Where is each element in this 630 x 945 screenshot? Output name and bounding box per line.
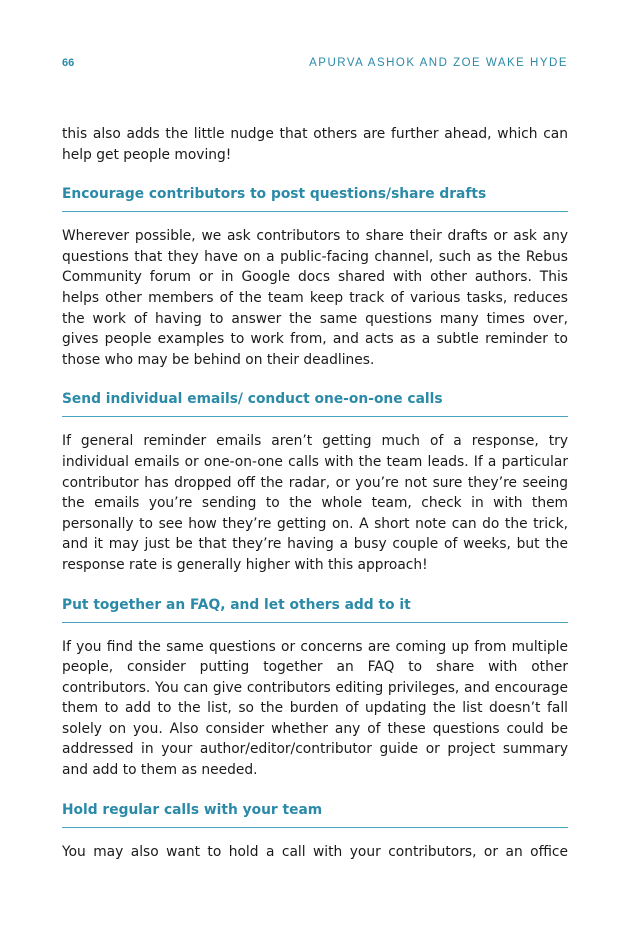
page-number: 66 [62, 57, 75, 69]
section-heading-individual-emails: Send individual emails/ conduct one-on-one calls [62, 389, 568, 417]
running-title: APURVA ASHOK AND ZOE WAKE HYDE [309, 57, 568, 69]
section-paragraph-faq: If you find the same questions or concerns are coming up from multiple people, consider putting together an FAQ to share with other contributors. You can give contributors editing privileges, and encourage them to add to the list, so the burden of updating the list doesn’t fall solely on you. Also consider whether any of these questions could be addressed in your author/editor/contributor guide or project summary and add to them as needed. [62, 638, 568, 779]
section-paragraph-individual-emails: If general reminder emails aren’t getting much of a response, try individual emails or one-on-one calls with the team leads. If a particular contributor has dropped off the radar, or you’re not sure they’re seeing the emails you’re sending to the whole team, check in with them personally to see how they’re getting on. A short note can do the trick, and it may just be that they’re having a busy couple of weeks, but the response rate is generally higher with this approach! [62, 433, 568, 573]
intro-paragraph: this also adds the little nudge that others are further ahead, which can help get people moving! [62, 126, 568, 163]
section-heading-regular-calls: Hold regular calls with your team [62, 800, 568, 828]
section-paragraph-regular-calls: You may also want to hold a call with your contributors, or an office [62, 843, 568, 860]
section-paragraph-encourage-contributors: Wherever possible, we ask contributors to share their drafts or ask any questions that they have on a public-facing channel, such as the Rebus Community forum or in Google docs shared with other authors. This helps other members of the team keep track of various tasks, reduces the work of having to answer the same questions many times over, gives people examples to work from, and acts as a subtle reminder to those who may be behind on their deadlines. [62, 228, 568, 368]
section-heading-faq: Put together an FAQ, and let others add to it [62, 595, 568, 623]
running-header [62, 57, 568, 71]
page-body [62, 124, 568, 862]
section-heading-encourage-contributors: Encourage contributors to post questions/share drafts [62, 184, 568, 212]
